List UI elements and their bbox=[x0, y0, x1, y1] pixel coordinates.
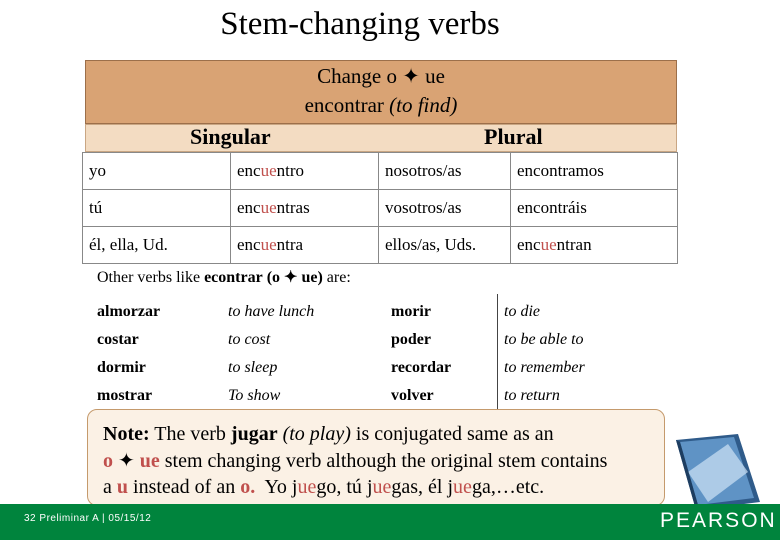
singular-header: Singular bbox=[190, 124, 271, 149]
singular-pronoun: tú bbox=[83, 190, 231, 227]
list-item: dormir to sleep recordar to remember bbox=[97, 359, 585, 376]
plural-verb: encontráis bbox=[511, 190, 678, 227]
conjugation-table bbox=[82, 152, 678, 264]
model-verb bbox=[85, 93, 677, 118]
list-item: costar to cost poder to be able to bbox=[97, 331, 584, 348]
publisher-logo: PEARSON bbox=[660, 509, 777, 532]
table-row bbox=[83, 190, 678, 227]
footer-page-info: 32 Preliminar A | 05/15/12 bbox=[24, 513, 152, 524]
plural-pronoun: vosotros/as bbox=[379, 190, 511, 227]
column-divider bbox=[497, 294, 498, 416]
book-cover-icon bbox=[668, 432, 768, 510]
other-verbs-list bbox=[97, 299, 717, 415]
note-text: Note: The verb jugar (to play) is conjugated same as an o ✦ ue stem changing verb although the original stem contains a u instead of an o. Yo juego, tú juegas, él juega,…etc. bbox=[103, 423, 608, 498]
plural-pronoun: ellos/as, Uds. bbox=[379, 227, 511, 264]
singular-pronoun: yo bbox=[83, 153, 231, 190]
singular-verb: encuentro bbox=[231, 153, 379, 190]
change-rule bbox=[85, 64, 677, 89]
singular-verb: encuentras bbox=[231, 190, 379, 227]
arrow-icon: ✦ bbox=[402, 64, 420, 88]
singular-pronoun: él, ella, Ud. bbox=[83, 227, 231, 264]
arrow-icon: ✦ bbox=[118, 449, 135, 472]
arrow-icon: ✦ bbox=[284, 269, 298, 286]
table-row bbox=[83, 153, 678, 190]
singular-verb: encuentra bbox=[231, 227, 379, 264]
page-title: Stem-changing verbs bbox=[220, 6, 500, 42]
plural-pronoun: nosotros/as bbox=[379, 153, 511, 190]
change-suffix: ue bbox=[425, 64, 445, 88]
number-header-row bbox=[85, 124, 677, 152]
list-item: mostrar To show volver to return bbox=[97, 387, 560, 404]
plural-verb: encontramos bbox=[511, 153, 678, 190]
plural-header: Plural bbox=[484, 124, 543, 149]
verb-gloss: (to find) bbox=[389, 93, 458, 117]
other-verbs-intro: Other verbs like econtrar (o ✦ ue) are: bbox=[97, 269, 351, 286]
plural-verb: encuentran bbox=[511, 227, 678, 264]
change-prefix: Change o bbox=[317, 64, 397, 88]
list-item: almorzar to have lunch morir to die bbox=[97, 303, 540, 320]
verb-name: encontrar bbox=[304, 93, 384, 117]
table-row bbox=[83, 227, 678, 264]
